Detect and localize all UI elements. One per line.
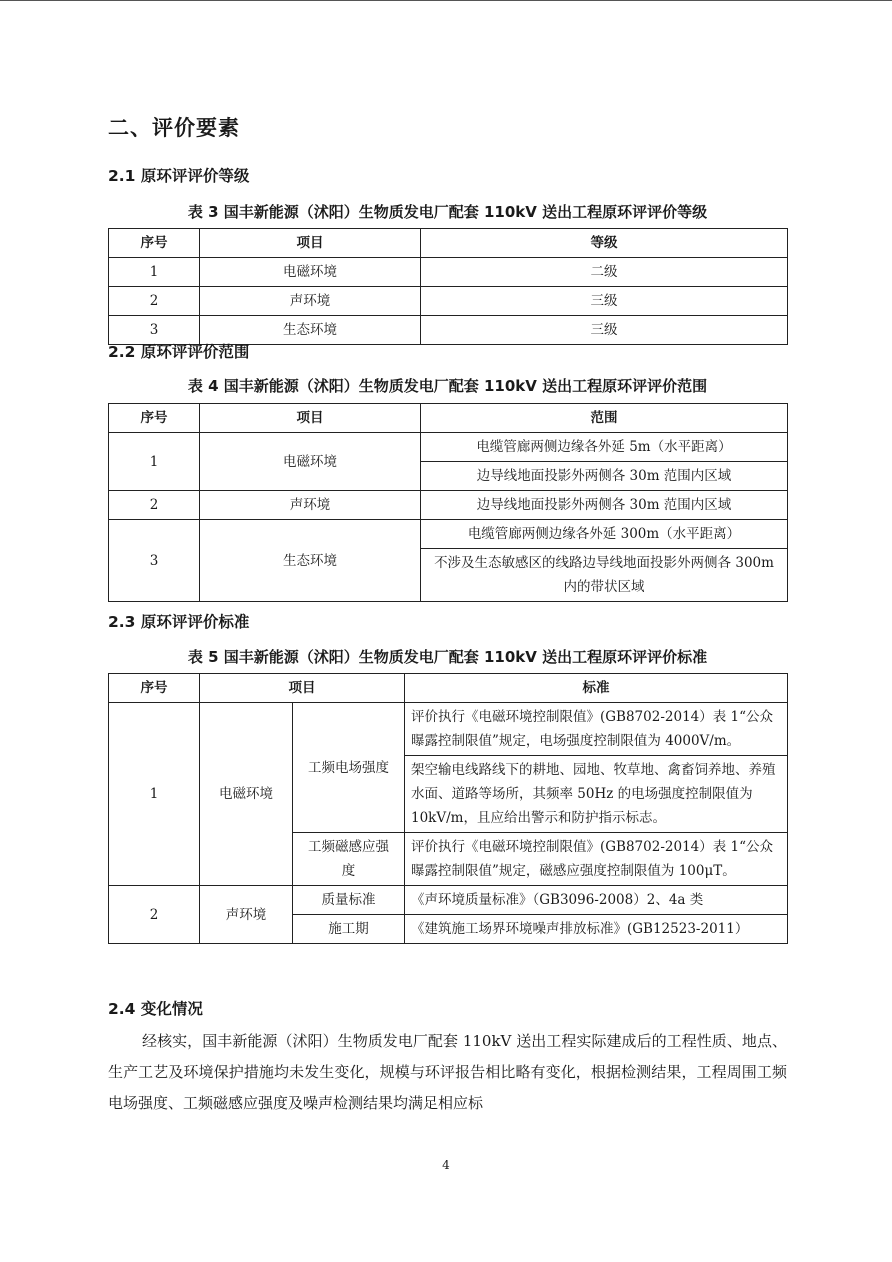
- row-subitem: 工频磁感应强度: [293, 833, 405, 886]
- row-no: 1: [109, 433, 200, 491]
- row-standard: 评价执行《电磁环境控制限值》(GB8702-2014）表 1“公众曝露控制限值”规定，电场强度控制限值为 4000V/m。: [405, 703, 788, 756]
- subsection-2-1-title: 2.1 原环评评价等级: [108, 167, 250, 185]
- row-no: 3: [109, 520, 200, 602]
- section-heading: 二、评价要素: [108, 116, 240, 140]
- row-standard: 《建筑施工场界环境噪声排放标准》(GB12523-2011）: [405, 915, 788, 944]
- table-3-caption: 表 3 国丰新能源（沭阳）生物质发电厂配套 110kV 送出工程原环评评价等级: [187, 203, 708, 221]
- row-standard: 评价执行《电磁环境控制限值》(GB8702-2014）表 1“公众曝露控制限值”规定，磁感应强度控制限值为 100μT。: [405, 833, 788, 886]
- header-level: 等级: [421, 229, 788, 258]
- header-no: 序号: [109, 404, 200, 433]
- row-item: 电磁环境: [200, 433, 421, 491]
- header-standard: 标准: [405, 674, 788, 703]
- row-range: 电缆管廊两侧边缘各外延 5m（水平距离）: [421, 433, 788, 462]
- top-border-line: [0, 0, 892, 1]
- table-header-row: [109, 229, 788, 258]
- row-no: 1: [109, 258, 200, 287]
- header-item: 项目: [200, 404, 421, 433]
- header-item: 项目: [200, 674, 405, 703]
- row-no: 1: [109, 703, 200, 886]
- row-range: 边导线地面投影外两侧各 30m 范围内区域: [421, 491, 788, 520]
- row-item: 声环境: [200, 287, 421, 316]
- table-4-evaluation-range: [108, 403, 788, 602]
- table-row: [109, 491, 788, 520]
- row-no: 2: [109, 287, 200, 316]
- row-no: 2: [109, 491, 200, 520]
- change-description-paragraph: [108, 1026, 787, 1119]
- row-no: 3: [109, 316, 200, 345]
- table-row: [109, 287, 788, 316]
- header-no: 序号: [109, 674, 200, 703]
- header-range: 范围: [421, 404, 788, 433]
- subsection-2-4-title: 2.4 变化情况: [108, 1000, 203, 1018]
- row-range: 边导线地面投影外两侧各 30m 范围内区域: [421, 462, 788, 491]
- row-item: 声环境: [200, 886, 293, 944]
- row-item: 生态环境: [200, 520, 421, 602]
- row-range: 电缆管廊两侧边缘各外延 300m（水平距离）: [421, 520, 788, 549]
- page-number: 4: [442, 1158, 450, 1172]
- row-subitem: 施工期: [293, 915, 405, 944]
- row-subitem: 质量标准: [293, 886, 405, 915]
- header-no: 序号: [109, 229, 200, 258]
- table-row: [109, 703, 788, 756]
- row-level: 三级: [421, 316, 788, 345]
- row-item: 电磁环境: [200, 258, 421, 287]
- table-4-caption: 表 4 国丰新能源（沭阳）生物质发电厂配套 110kV 送出工程原环评评价范围: [187, 377, 708, 395]
- header-item: 项目: [200, 229, 421, 258]
- table-header-row: [109, 404, 788, 433]
- row-level: 三级: [421, 287, 788, 316]
- table-row: [109, 520, 788, 549]
- paragraph-text: 经核实，国丰新能源（沭阳）生物质发电厂配套 110kV 送出工程实际建成后的工程性质、地点、生产工艺及环境保护措施均未发生变化，规模与环评报告相比略有变化，根据检测结果，工程周围工频电场强度、工频磁感应强度及噪声检测结果均满足相应标: [108, 1032, 787, 1112]
- row-item: 生态环境: [200, 316, 421, 345]
- row-range: 不涉及生态敏感区的线路边导线地面投影外两侧各 300m 内的带状区域: [421, 549, 788, 602]
- subsection-2-3-title: 2.3 原环评评价标准: [108, 613, 250, 631]
- table-row: [109, 258, 788, 287]
- row-item: 电磁环境: [200, 703, 293, 886]
- subsection-2-2-title: 2.2 原环评评价范围: [108, 343, 250, 361]
- table-3-evaluation-level: [108, 228, 788, 345]
- row-item: 声环境: [200, 491, 421, 520]
- table-5-caption: 表 5 国丰新能源（沭阳）生物质发电厂配套 110kV 送出工程原环评评价标准: [187, 648, 708, 666]
- row-level: 二级: [421, 258, 788, 287]
- row-no: 2: [109, 886, 200, 944]
- table-header-row: [109, 674, 788, 703]
- row-standard: 架空输电线路线下的耕地、园地、牧草地、禽畜饲养地、养殖水面、道路等场所，其频率 50Hz 的电场强度控制限值为 10kV/m，且应给出警示和防护指示标志。: [405, 756, 788, 833]
- table-row: [109, 433, 788, 462]
- table-5-evaluation-standard: [108, 673, 788, 944]
- row-standard: 《声环境质量标准》（GB3096-2008）2、4a 类: [405, 886, 788, 915]
- row-subitem: 工频电场强度: [293, 703, 405, 833]
- table-row: [109, 886, 788, 915]
